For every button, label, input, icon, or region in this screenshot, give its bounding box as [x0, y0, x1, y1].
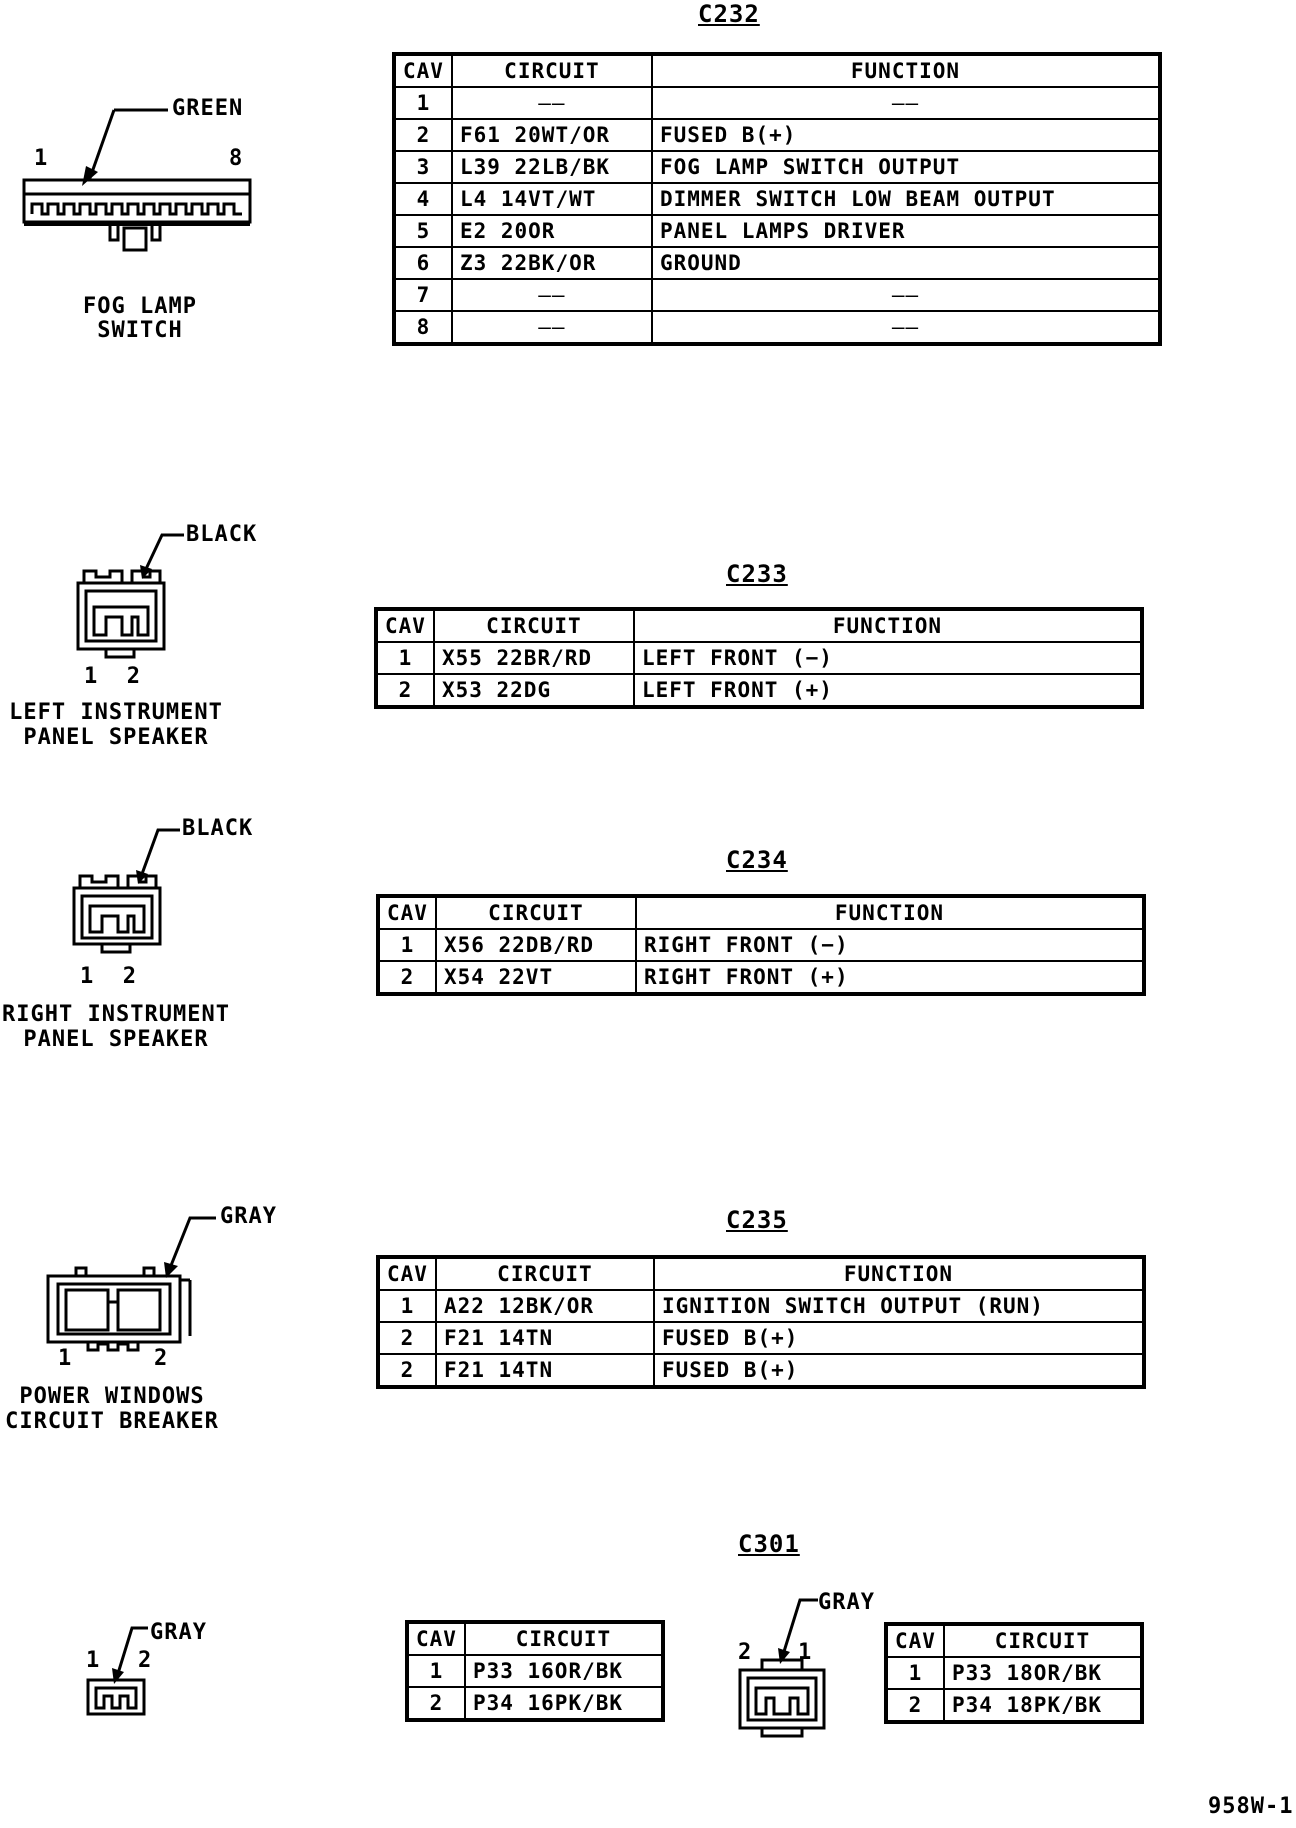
fog-lamp-switch-latch-icon: [106, 226, 176, 266]
header-circuit: CIRCUIT: [944, 1624, 1142, 1657]
c233-table: [374, 607, 1144, 709]
cav-cell: 2: [407, 1687, 465, 1720]
header-cav: CAV: [378, 896, 436, 929]
cav-cell: 3: [394, 151, 452, 183]
table-row: [886, 1689, 1142, 1722]
function-cell: ——: [652, 279, 1160, 311]
c232-table: [392, 52, 1162, 346]
header-function: FUNCTION: [636, 896, 1144, 929]
function-cell: LEFT FRONT (+): [634, 674, 1142, 707]
table-row: [378, 961, 1144, 994]
circuit-cell: P33 18OR/BK: [944, 1657, 1142, 1689]
c235-name-line1: POWER WINDOWS: [19, 1384, 205, 1409]
c301-left-table: [405, 1620, 665, 1722]
c301-right-pin-left: 2: [738, 1640, 753, 1665]
circuit-cell: L39 22LB/BK: [452, 151, 652, 183]
c235-pin-right: 2: [154, 1346, 169, 1371]
function-cell: ——: [652, 87, 1160, 119]
circuit-cell: F21 14TN: [436, 1322, 654, 1354]
circuit-cell: ——: [452, 87, 652, 119]
figure-id: 958W-1: [1208, 1794, 1294, 1819]
cav-cell: 5: [394, 215, 452, 247]
circuit-cell: ——: [452, 311, 652, 344]
cav-cell: 1: [376, 642, 434, 674]
function-cell: FUSED B(+): [654, 1322, 1144, 1354]
c232-pin-last: 8: [229, 146, 244, 171]
right-speaker-connector-icon: [66, 820, 206, 960]
function-cell: GROUND: [652, 247, 1160, 279]
table-header-row: [378, 896, 1144, 929]
cav-cell: 2: [376, 674, 434, 707]
header-circuit: CIRCUIT: [436, 896, 636, 929]
circuit-cell: P34 18PK/BK: [944, 1689, 1142, 1722]
table-row: [378, 1322, 1144, 1354]
c233-color-label: BLACK: [186, 522, 258, 547]
table-header-row: [886, 1624, 1142, 1657]
header-cav: CAV: [378, 1257, 436, 1290]
cav-cell: 8: [394, 311, 452, 344]
c301-right-table: [884, 1622, 1144, 1724]
header-circuit: CIRCUIT: [452, 54, 652, 87]
circuit-cell: X54 22VT: [436, 961, 636, 994]
table-header-row: [407, 1622, 663, 1655]
cav-cell: 2: [378, 1322, 436, 1354]
cav-cell: 2: [378, 961, 436, 994]
circuit-cell: X56 22DB/RD: [436, 929, 636, 961]
c301-title: C301: [738, 1530, 800, 1558]
c232-name-line2: SWITCH: [97, 318, 183, 343]
cav-cell: 2: [378, 1354, 436, 1387]
c301-left-pin-right: 2: [138, 1648, 153, 1673]
cav-cell: 6: [394, 247, 452, 279]
c234-name-line1: RIGHT INSTRUMENT: [2, 1002, 230, 1027]
function-cell: FUSED B(+): [652, 119, 1160, 151]
function-cell: RIGHT FRONT (−): [636, 929, 1144, 961]
circuit-cell: L4 14VT/WT: [452, 183, 652, 215]
table-row: [376, 674, 1142, 707]
table-row: [407, 1687, 663, 1720]
c234-title: C234: [726, 846, 788, 874]
circuit-cell: ——: [452, 279, 652, 311]
c235-title: C235: [726, 1206, 788, 1234]
table-row: [394, 183, 1160, 215]
header-function: FUNCTION: [652, 54, 1160, 87]
c301-right-connector-icon: [730, 1590, 850, 1740]
c234-color-label: BLACK: [182, 816, 254, 841]
circuit-cell: X55 22BR/RD: [434, 642, 634, 674]
c301-left-pin-left: 1: [86, 1648, 101, 1673]
circuit-cell: A22 12BK/OR: [436, 1290, 654, 1322]
function-cell: FOG LAMP SWITCH OUTPUT: [652, 151, 1160, 183]
table-row: [394, 151, 1160, 183]
c301-left-color-label: GRAY: [150, 1620, 207, 1645]
c232-name-line1: FOG LAMP: [83, 294, 197, 319]
header-function: FUNCTION: [634, 609, 1142, 642]
circuit-cell: F61 20WT/OR: [452, 119, 652, 151]
c235-color-label: GRAY: [220, 1204, 277, 1229]
cav-cell: 2: [394, 119, 452, 151]
cav-cell: 7: [394, 279, 452, 311]
c234-name-line2: PANEL SPEAKER: [23, 1027, 209, 1052]
table-header-row: [394, 54, 1160, 87]
circuit-cell: F21 14TN: [436, 1354, 654, 1387]
c301-right-pin-right: 1: [798, 1640, 813, 1665]
function-cell: LEFT FRONT (−): [634, 642, 1142, 674]
table-row: [376, 642, 1142, 674]
c233-pin-labels: 1 2: [84, 664, 141, 689]
function-cell: RIGHT FRONT (+): [636, 961, 1144, 994]
header-circuit: CIRCUIT: [434, 609, 634, 642]
c232-title: C232: [698, 0, 760, 28]
function-cell: IGNITION SWITCH OUTPUT (RUN): [654, 1290, 1144, 1322]
table-header-row: [376, 609, 1142, 642]
table-row: [886, 1657, 1142, 1689]
c235-pin-left: 1: [58, 1346, 73, 1371]
header-cav: CAV: [376, 609, 434, 642]
cav-cell: 1: [407, 1655, 465, 1687]
table-row: [394, 311, 1160, 344]
table-row: [378, 1354, 1144, 1387]
table-header-row: [378, 1257, 1144, 1290]
cav-cell: 1: [394, 87, 452, 119]
table-row: [394, 215, 1160, 247]
cav-cell: 1: [886, 1657, 944, 1689]
table-row: [394, 279, 1160, 311]
circuit-cell: Z3 22BK/OR: [452, 247, 652, 279]
c233-name-line2: PANEL SPEAKER: [23, 725, 209, 750]
circuit-cell: P33 16OR/BK: [465, 1655, 663, 1687]
left-speaker-connector-icon: [70, 525, 210, 665]
table-row: [407, 1655, 663, 1687]
circuit-cell: E2 20OR: [452, 215, 652, 247]
circuit-cell: P34 16PK/BK: [465, 1687, 663, 1720]
c301-right-color-label: GRAY: [818, 1590, 875, 1615]
header-circuit: CIRCUIT: [465, 1622, 663, 1655]
cav-cell: 1: [378, 929, 436, 961]
header-cav: CAV: [394, 54, 452, 87]
function-cell: DIMMER SWITCH LOW BEAM OUTPUT: [652, 183, 1160, 215]
header-circuit: CIRCUIT: [436, 1257, 654, 1290]
cav-cell: 1: [378, 1290, 436, 1322]
function-cell: ——: [652, 311, 1160, 344]
cav-cell: 2: [886, 1689, 944, 1722]
c232-pin-first: 1: [34, 146, 49, 171]
header-cav: CAV: [886, 1624, 944, 1657]
c233-title: C233: [726, 560, 788, 588]
header-function: FUNCTION: [654, 1257, 1144, 1290]
c235-name-line2: CIRCUIT BREAKER: [5, 1409, 219, 1434]
power-windows-breaker-connector-icon: [40, 1206, 240, 1356]
fog-lamp-switch-connector-icon: [18, 96, 278, 226]
table-row: [394, 247, 1160, 279]
header-cav: CAV: [407, 1622, 465, 1655]
circuit-cell: X53 22DG: [434, 674, 634, 707]
c234-pin-labels: 1 2: [80, 964, 137, 989]
cav-cell: 4: [394, 183, 452, 215]
function-cell: PANEL LAMPS DRIVER: [652, 215, 1160, 247]
table-row: [394, 119, 1160, 151]
c235-table: [376, 1255, 1146, 1389]
table-row: [394, 87, 1160, 119]
table-row: [378, 929, 1144, 961]
c232-color-label: GREEN: [172, 96, 244, 121]
c234-table: [376, 894, 1146, 996]
c233-name-line1: LEFT INSTRUMENT: [9, 700, 223, 725]
function-cell: FUSED B(+): [654, 1354, 1144, 1387]
c301-left-connector-icon: [80, 1620, 180, 1720]
table-row: [378, 1290, 1144, 1322]
